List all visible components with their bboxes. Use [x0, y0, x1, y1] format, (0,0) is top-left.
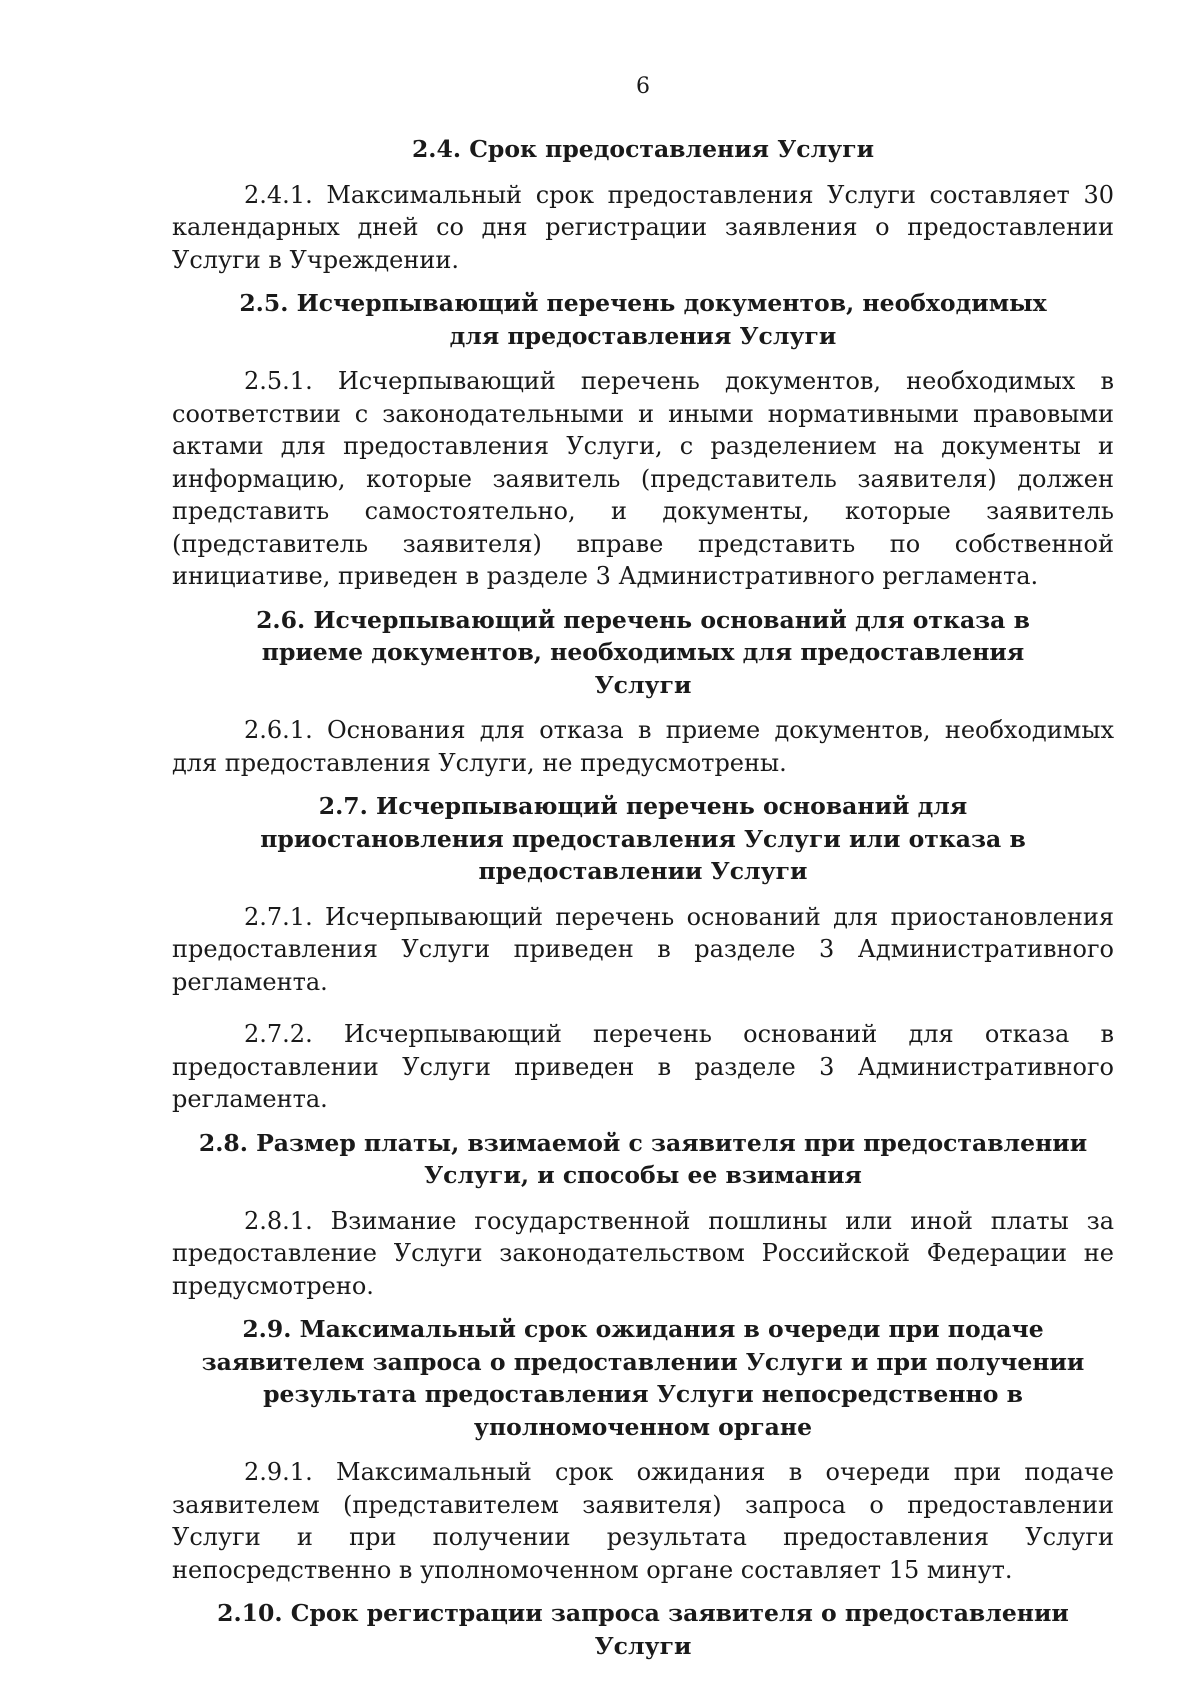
paragraph-2-7-2: 2.7.2. Исчерпывающий перечень оснований для отказа в предоставлении Услуги приведен в разделе 3 Административного регламента.: [172, 1020, 1114, 1113]
section-heading-2-5: 2.5. Исчерпывающий перечень документов, необходимых для предоставления Услуги: [239, 289, 1047, 350]
section-heading-2-6: 2.6. Исчерпывающий перечень оснований для отказа в приеме документов, необходимых для предоставления Услуги: [256, 605, 1030, 699]
section-heading-2-8: 2.8. Размер платы, взимаемой с заявителя при предоставлении Услуги, и способы ее взимания: [198, 1128, 1088, 1189]
document-content: [172, 133, 1114, 1675]
paragraph-2-4-1: 2.4.1. Максимальный срок предоставления Услуги составляет 30 календарных дней со дня регистрации заявления о предоставлении Услуги в Учреждении.: [172, 180, 1114, 274]
paragraph-2-7-1: 2.7.1. Исчерпывающий перечень оснований для приостановления предоставления Услуги приведен в разделе 3 Административного регламента.: [172, 902, 1114, 996]
section-heading-2-9: 2.9. Максимальный срок ожидания в очереди при подаче заявителем запроса о предоставлении Услуги и при получении результата предоставления Услуги непосредственно в уполномоченном органе: [201, 1315, 1085, 1441]
section-heading-2-7: 2.7. Исчерпывающий перечень оснований для приостановления предоставления Услуги или отказа в предоставлении Услуги: [260, 792, 1026, 885]
section-heading-2-4: 2.4. Срок предоставления Услуги: [411, 135, 875, 163]
section-heading-2-10: 2.10. Срок регистрации запроса заявителя о предоставлении Услуги: [217, 1599, 1069, 1660]
page-number: 6: [636, 74, 650, 99]
paragraph-2-9-1: 2.9.1. Максимальный срок ожидания в очереди при подаче заявителем (представителем заявителя) запроса о предоставлении Услуги и при получении результата предоставления Услуги непосредственно в уполномоченном органе составляет 15 минут.: [172, 1458, 1114, 1584]
paragraph-2-6-1: 2.6.1. Основания для отказа в приеме документов, необходимых для предоставления Услуги, не предусмотрены.: [172, 716, 1114, 777]
paragraph-2-5-1: 2.5.1. Исчерпывающий перечень документов, необходимых в соответствии с законодательными и иными нормативными правовыми актами для предоставления Услуги, с разделением на документы и информацию, которые заявитель (представитель заявителя) должен представить самостоятельно, и документы, которые заявитель (представитель заявителя) вправе представить по собственной инициативе, приведен в разделе 3 Административного регламента.: [172, 367, 1114, 590]
paragraph-2-8-1: 2.8.1. Взимание государственной пошлины или иной платы за предоставление Услуги законодательством Российской Федерации не предусмотрено.: [172, 1206, 1114, 1300]
